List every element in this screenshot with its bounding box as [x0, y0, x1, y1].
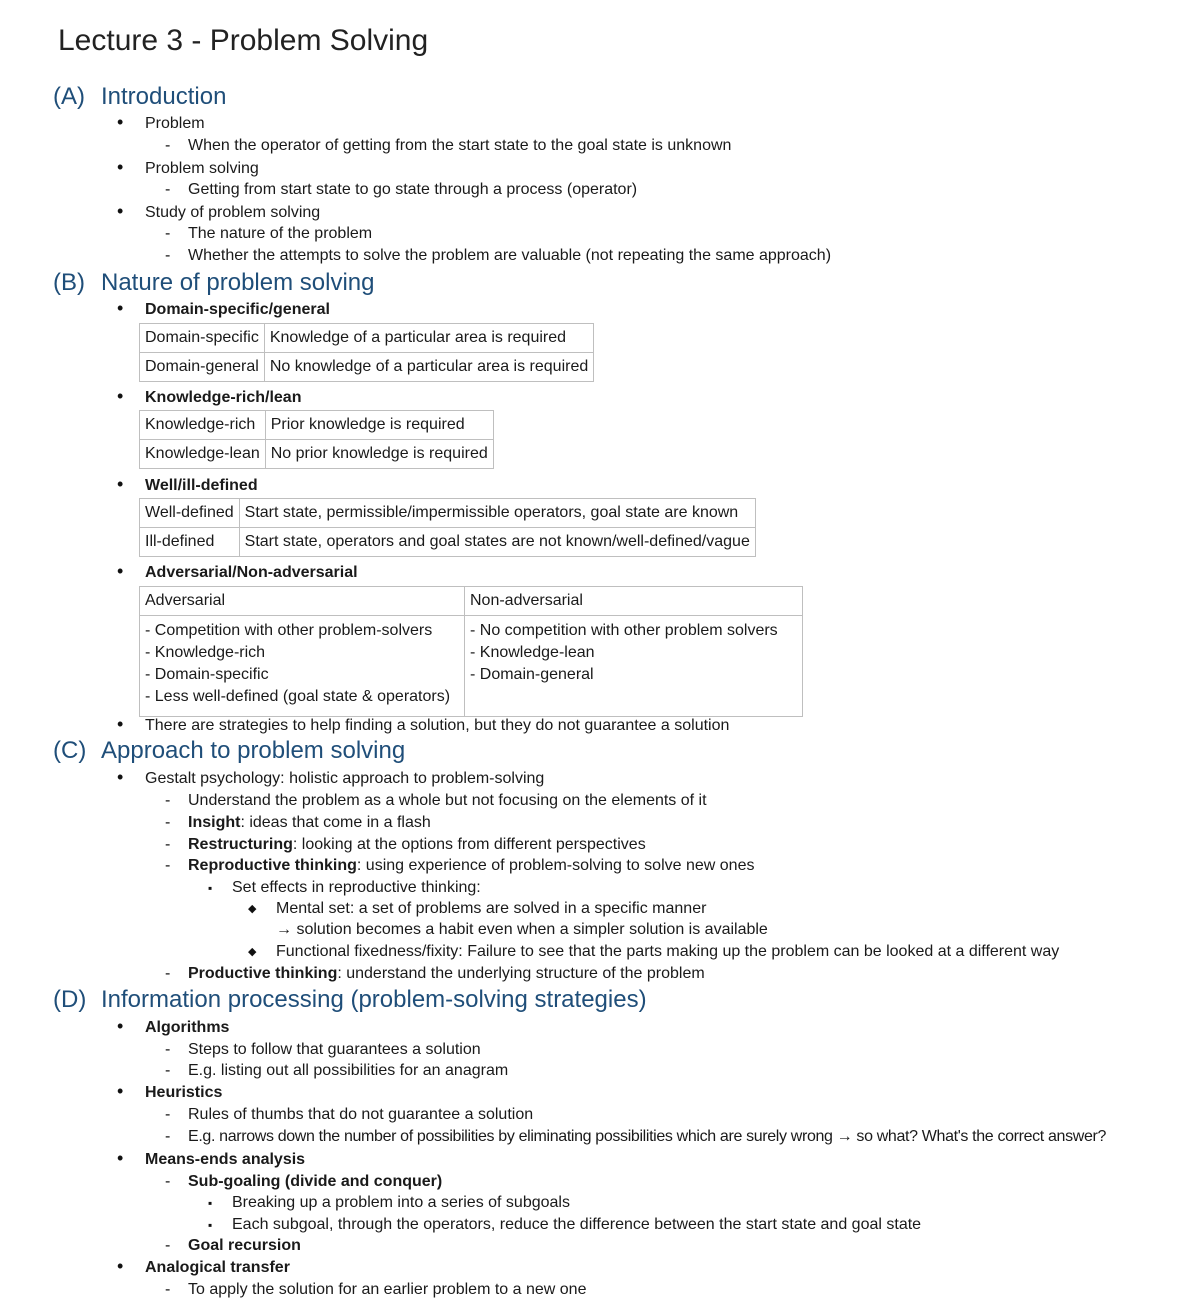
cell-line: - Less well-defined (goal state & operators): [145, 688, 451, 705]
list-item: Understand the problem as a whole but not focusing on the elements of it: [188, 792, 707, 809]
list-item: Getting from start state to go state through a process (operator): [188, 181, 638, 198]
dash-marker: -: [165, 965, 171, 982]
dash-marker: -: [165, 814, 171, 831]
term: Reproductive thinking: [188, 857, 357, 874]
cell-line: - Domain-specific: [145, 666, 269, 683]
section-title: Approach to problem solving: [101, 737, 406, 764]
list-item-continuation: → solution becomes a habit even when a simpler solution is available: [276, 921, 768, 938]
dash-marker: -: [165, 181, 171, 198]
table-row: [140, 587, 803, 616]
list-item: The nature of the problem: [188, 225, 373, 242]
section-c-heading: [53, 737, 405, 765]
table-row: [140, 353, 594, 382]
list-item: Means-ends analysis: [145, 1151, 306, 1168]
table-cell: Start state, permissible/impermissible operators, goal state are known: [239, 499, 755, 528]
term: Insight: [188, 814, 241, 831]
table-cell: Domain-specific: [140, 324, 265, 353]
dash-marker: -: [165, 1173, 171, 1190]
domain-table: [139, 323, 594, 382]
bullet-marker: •: [117, 157, 124, 177]
dash-marker: -: [165, 225, 171, 242]
definition: : looking at the options from different perspectives: [292, 836, 646, 853]
dash-marker: -: [165, 1237, 171, 1254]
list-item: Gestalt psychology: holistic approach to problem-solving: [145, 770, 545, 787]
table-cell: [465, 616, 803, 717]
section-d-heading: [53, 986, 647, 1014]
adversarial-table: [139, 586, 803, 717]
list-item: Functional fixedness/fixity: Failure to see that the parts making up the problem can be looked at a different way: [276, 943, 1060, 960]
cell-line: - Knowledge-lean: [470, 644, 595, 661]
list-item: Set effects in reproductive thinking:: [232, 879, 481, 896]
cell-line: - Domain-general: [470, 666, 594, 683]
list-item: Whether the attempts to solve the problem are valuable (not repeating the same approach): [188, 247, 832, 264]
list-item: To apply the solution for an earlier problem to a new one: [188, 1281, 587, 1298]
list-item: [188, 856, 754, 876]
table-cell: Domain-general: [140, 353, 265, 382]
section-title: Information processing (problem-solving strategies): [101, 986, 647, 1013]
list-item: Goal recursion: [188, 1237, 301, 1254]
list-item: [188, 813, 431, 833]
section-letter: (D): [53, 986, 87, 1013]
list-item: Domain-specific/general: [145, 301, 330, 318]
section-a-heading: [53, 83, 226, 111]
list-item: Rules of thumbs that do not guarantee a solution: [188, 1106, 534, 1123]
section-letter: (A): [53, 83, 85, 110]
list-item: Well/ill-defined: [145, 477, 258, 494]
list-item: There are strategies to help finding a solution, but they do not guarantee a solution: [145, 717, 730, 734]
cell-line: - Competition with other problem-solvers: [145, 622, 433, 639]
square-marker: ▪: [208, 1218, 213, 1232]
dash-marker: -: [165, 836, 171, 853]
bullet-marker: •: [117, 1256, 124, 1276]
list-item: Knowledge-rich/lean: [145, 389, 302, 406]
bullet-marker: •: [117, 561, 124, 581]
list-item: Analogical transfer: [145, 1259, 290, 1276]
section-title: Introduction: [101, 83, 227, 110]
dash-marker: -: [165, 1106, 171, 1123]
dash-marker: -: [165, 857, 171, 874]
table-cell: Knowledge of a particular area is required: [264, 324, 593, 353]
list-item: Problem: [145, 115, 205, 132]
table-row: [140, 324, 594, 353]
defined-table: [139, 498, 756, 557]
dash-marker: -: [165, 1062, 171, 1079]
list-item: [188, 835, 646, 855]
dash-marker: -: [165, 1281, 171, 1298]
list-item: Sub-goaling (divide and conquer): [188, 1173, 443, 1190]
section-b-heading: [53, 269, 374, 297]
bullet-marker: •: [117, 474, 124, 494]
list-item: Problem solving: [145, 160, 259, 177]
table-cell: Knowledge-lean: [140, 440, 266, 469]
section-letter: (B): [53, 269, 85, 296]
dash-marker: -: [165, 247, 171, 264]
definition: : using experience of problem-solving to solve new ones: [356, 857, 755, 874]
term: Restructuring: [188, 836, 293, 853]
table-cell: Ill-defined: [140, 528, 240, 557]
dash-marker: -: [165, 1128, 171, 1145]
bullet-marker: •: [117, 112, 124, 132]
list-item: Study of problem solving: [145, 204, 321, 221]
diamond-marker: ◆: [248, 903, 257, 915]
list-item: Breaking up a problem into a series of subgoals: [232, 1194, 570, 1211]
bullet-marker: •: [117, 298, 124, 318]
definition: : understand the underlying structure of the problem: [337, 965, 705, 982]
list-item: [188, 964, 705, 984]
table-cell: Prior knowledge is required: [265, 411, 493, 440]
list-item: E.g. narrows down the number of possibilities by eliminating possibilities which are surely wrong → so what? What's the correct answer?: [188, 1128, 1107, 1145]
table-header-cell: Non-adversarial: [465, 587, 803, 616]
cell-line: - Knowledge-rich: [145, 644, 266, 661]
dash-marker: -: [165, 137, 171, 154]
list-item: Steps to follow that guarantees a solution: [188, 1041, 481, 1058]
bullet-marker: •: [117, 1148, 124, 1168]
bullet-marker: •: [117, 201, 124, 221]
table-cell: Knowledge-rich: [140, 411, 266, 440]
section-letter: (C): [53, 737, 87, 764]
table-cell: Start state, operators and goal states are not known/well-defined/vague: [239, 528, 755, 557]
table-row: [140, 616, 803, 717]
section-title: Nature of problem solving: [101, 269, 375, 296]
page-title: Lecture 3 - Problem Solving: [58, 24, 429, 57]
list-item: Mental set: a set of problems are solved in a specific manner: [276, 900, 707, 917]
bullet-marker: •: [117, 714, 124, 734]
list-item: Adversarial/Non-adversarial: [145, 564, 358, 581]
list-item: E.g. listing out all possibilities for an anagram: [188, 1062, 509, 1079]
dash-marker: -: [165, 792, 171, 809]
table-cell: No knowledge of a particular area is required: [264, 353, 593, 382]
table-header-cell: Adversarial: [140, 587, 465, 616]
square-marker: ▪: [208, 1196, 213, 1210]
bullet-marker: •: [117, 767, 124, 787]
table-cell: No prior knowledge is required: [265, 440, 493, 469]
cell-line: - No competition with other problem solvers: [470, 622, 778, 639]
bullet-marker: •: [117, 386, 124, 406]
bullet-marker: •: [117, 1081, 124, 1101]
list-item: Heuristics: [145, 1084, 223, 1101]
table-row: [140, 499, 756, 528]
knowledge-table: [139, 410, 494, 469]
table-row: [140, 411, 494, 440]
table-cell: [140, 616, 465, 717]
table-row: [140, 440, 494, 469]
list-item: Algorithms: [145, 1019, 230, 1036]
definition: : ideas that come in a flash: [240, 814, 431, 831]
dash-marker: -: [165, 1041, 171, 1058]
table-cell: Well-defined: [140, 499, 240, 528]
bullet-marker: •: [117, 1016, 124, 1036]
term: Productive thinking: [188, 965, 338, 982]
square-marker: ▪: [208, 881, 213, 895]
table-row: [140, 528, 756, 557]
list-item: Each subgoal, through the operators, reduce the difference between the start state and goal state: [232, 1216, 922, 1233]
list-item: When the operator of getting from the start state to the goal state is unknown: [188, 137, 732, 154]
diamond-marker: ◆: [248, 946, 257, 958]
